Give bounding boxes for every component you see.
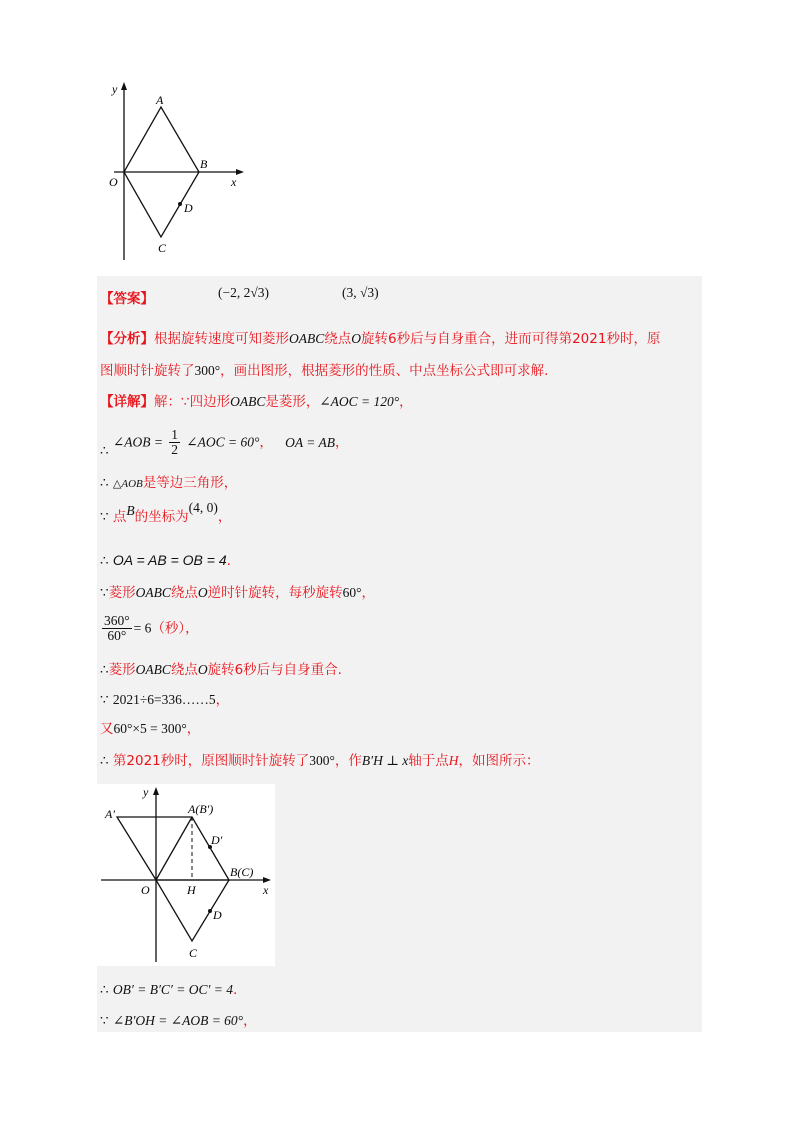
detail-text: 绕点	[170, 585, 198, 601]
detail-math: OABC	[230, 394, 266, 409]
analysis-text-2: 绕点	[324, 331, 352, 347]
fraction-numerator: 360°	[104, 613, 130, 628]
detail-text: ，	[259, 434, 273, 451]
detail-math: ∠AOC = 60°	[186, 434, 260, 450]
detail-text: ，	[186, 721, 201, 737]
detail-math: OB′ = B′C′ = OC′ = 4	[112, 982, 234, 997]
detail-text: （秒），	[151, 620, 199, 637]
detail-line-11	[100, 752, 540, 770]
detail-text: .	[226, 553, 231, 569]
analysis-text-5: ，画出图形，根据菱形的性质、中点坐标公式即可求解.	[220, 363, 549, 379]
fraction-numerator: 1	[171, 427, 178, 442]
detail-text: 是菱形，	[265, 394, 320, 410]
detail-line-12	[100, 981, 237, 999]
detail-math: OABC	[135, 662, 171, 677]
detail-math: B	[126, 503, 135, 518]
detail-math: OA = AB = OB = 4	[112, 552, 227, 568]
analysis-line-1	[100, 330, 660, 348]
label-x: x	[263, 883, 269, 897]
rhombus-figure-1	[100, 80, 250, 265]
analysis-math-300: 300°	[194, 363, 221, 378]
analysis-line-2	[100, 362, 548, 380]
detail-line-4	[100, 500, 232, 526]
label-C: C	[189, 946, 198, 960]
therefore-symbol: ∴	[100, 553, 109, 568]
analysis-math-o: O	[351, 331, 361, 346]
label-D: D	[184, 201, 193, 215]
detail-math: OABC	[135, 585, 171, 600]
detail-line-9	[100, 691, 229, 709]
analysis-text-1: 根据旋转速度可知菱形	[154, 331, 289, 347]
detail-text: 点	[112, 509, 127, 525]
detail-text: ，	[217, 509, 232, 525]
fraction-half	[169, 428, 180, 457]
detail-text: 的坐标为	[134, 509, 189, 525]
detail-math: O	[197, 662, 208, 677]
detail-math: = 6	[133, 620, 152, 636]
detail-text: 轴于点	[408, 753, 449, 769]
answer-line	[100, 285, 379, 308]
label-O: O	[109, 175, 118, 189]
analysis-tag: 【分析】	[100, 331, 154, 347]
fraction-360-60	[102, 614, 132, 643]
analysis-math-oabc: OABC	[289, 331, 325, 346]
detail-text: 菱形	[108, 585, 136, 601]
label-C: C	[158, 241, 167, 255]
detail-line-8	[100, 661, 342, 679]
detail-math: ∠AOC = 120°	[319, 394, 400, 409]
label-D: D	[213, 908, 222, 922]
detail-line-3	[100, 474, 237, 493]
therefore-symbol: ∴	[100, 442, 109, 458]
detail-text: ，作	[334, 753, 362, 769]
label-A-prime: A′	[105, 807, 115, 821]
detail-math: (4, 0)	[188, 500, 218, 515]
label-H: H	[187, 883, 196, 897]
label-A: A	[156, 93, 164, 107]
detail-text: ，	[335, 434, 349, 451]
detail-text: ，	[243, 1013, 257, 1029]
label-x: x	[231, 175, 237, 189]
answer-value-1: (−2, 2√3)	[218, 285, 270, 300]
because-symbol: ∵	[100, 585, 109, 600]
detail-math: 60°×5 = 300°	[113, 721, 187, 736]
detail-math: △AOB	[112, 478, 143, 490]
therefore-symbol: ∴	[100, 475, 109, 490]
detail-math: OA = AB	[285, 434, 336, 450]
detail-text: 又	[100, 721, 114, 737]
therefore-symbol: ∴	[100, 982, 109, 997]
because-symbol: ∵	[100, 1013, 109, 1028]
detail-line-5	[100, 551, 231, 570]
y-axis-arrow	[121, 82, 127, 90]
detail-math: O	[197, 585, 208, 600]
rhombus-figure-2	[97, 784, 275, 966]
x-axis-arrow	[236, 169, 244, 175]
fraction-denominator: 2	[171, 442, 178, 457]
detail-text: ，	[399, 394, 413, 410]
detail-math: 300°	[309, 753, 335, 768]
detail-math: ∠AOB =	[112, 434, 163, 450]
detail-line-2	[100, 428, 349, 457]
detail-math: B′H ⊥ x	[361, 753, 409, 768]
detail-text: 绕点	[170, 662, 198, 678]
therefore-symbol: ∴	[100, 753, 109, 768]
point-D	[208, 909, 212, 913]
detail-line-7	[100, 614, 199, 643]
label-O: O	[141, 883, 150, 897]
detail-math: ∠B′OH = ∠AOB = 60°	[112, 1013, 244, 1028]
detail-text: 第2021秒时，原图顺时针旋转了	[112, 753, 310, 769]
detail-text: ，	[361, 585, 375, 601]
analysis-text-3: 旋转6秒后与自身重合，进而可得第2021秒时，原	[361, 331, 661, 347]
detail-text: .	[233, 982, 238, 998]
point-D	[178, 202, 182, 206]
therefore-symbol: ∴	[100, 662, 109, 677]
detail-tag: 【详解】	[100, 394, 154, 410]
label-D-prime: D′	[211, 833, 223, 847]
detail-text: 逆时针旋转，每秒旋转	[207, 585, 343, 601]
detail-text: ，如图所示：	[458, 753, 540, 769]
label-A-B-prime: A(B′)	[188, 802, 214, 816]
label-y: y	[143, 785, 149, 799]
detail-math: H	[448, 753, 459, 768]
detail-line-13	[100, 1012, 257, 1030]
detail-text: 旋转6秒后与自身重合.	[207, 662, 342, 678]
label-B-C: B(C)	[230, 865, 254, 879]
answer-value-2: (3, √3)	[342, 285, 379, 300]
because-symbol: ∵	[100, 509, 109, 524]
because-symbol: ∵	[100, 692, 109, 707]
detail-text: 是等边三角形，	[142, 475, 238, 491]
detail-math: 2021÷6=336……5	[112, 692, 216, 707]
analysis-text-4: 图顺时针旋转了	[100, 363, 195, 379]
detail-line-10	[100, 720, 200, 738]
detail-math: 60°	[342, 585, 362, 600]
detail-text: 菱形	[108, 662, 136, 678]
detail-line-1	[100, 393, 413, 411]
answer-tag: 【答案】	[100, 291, 154, 307]
detail-text: 解：∵四边形	[154, 394, 231, 410]
label-y: y	[112, 82, 118, 96]
detail-line-6	[100, 584, 375, 602]
detail-text: ，	[215, 692, 230, 708]
label-B: B	[200, 157, 208, 171]
fraction-denominator: 60°	[107, 628, 127, 643]
